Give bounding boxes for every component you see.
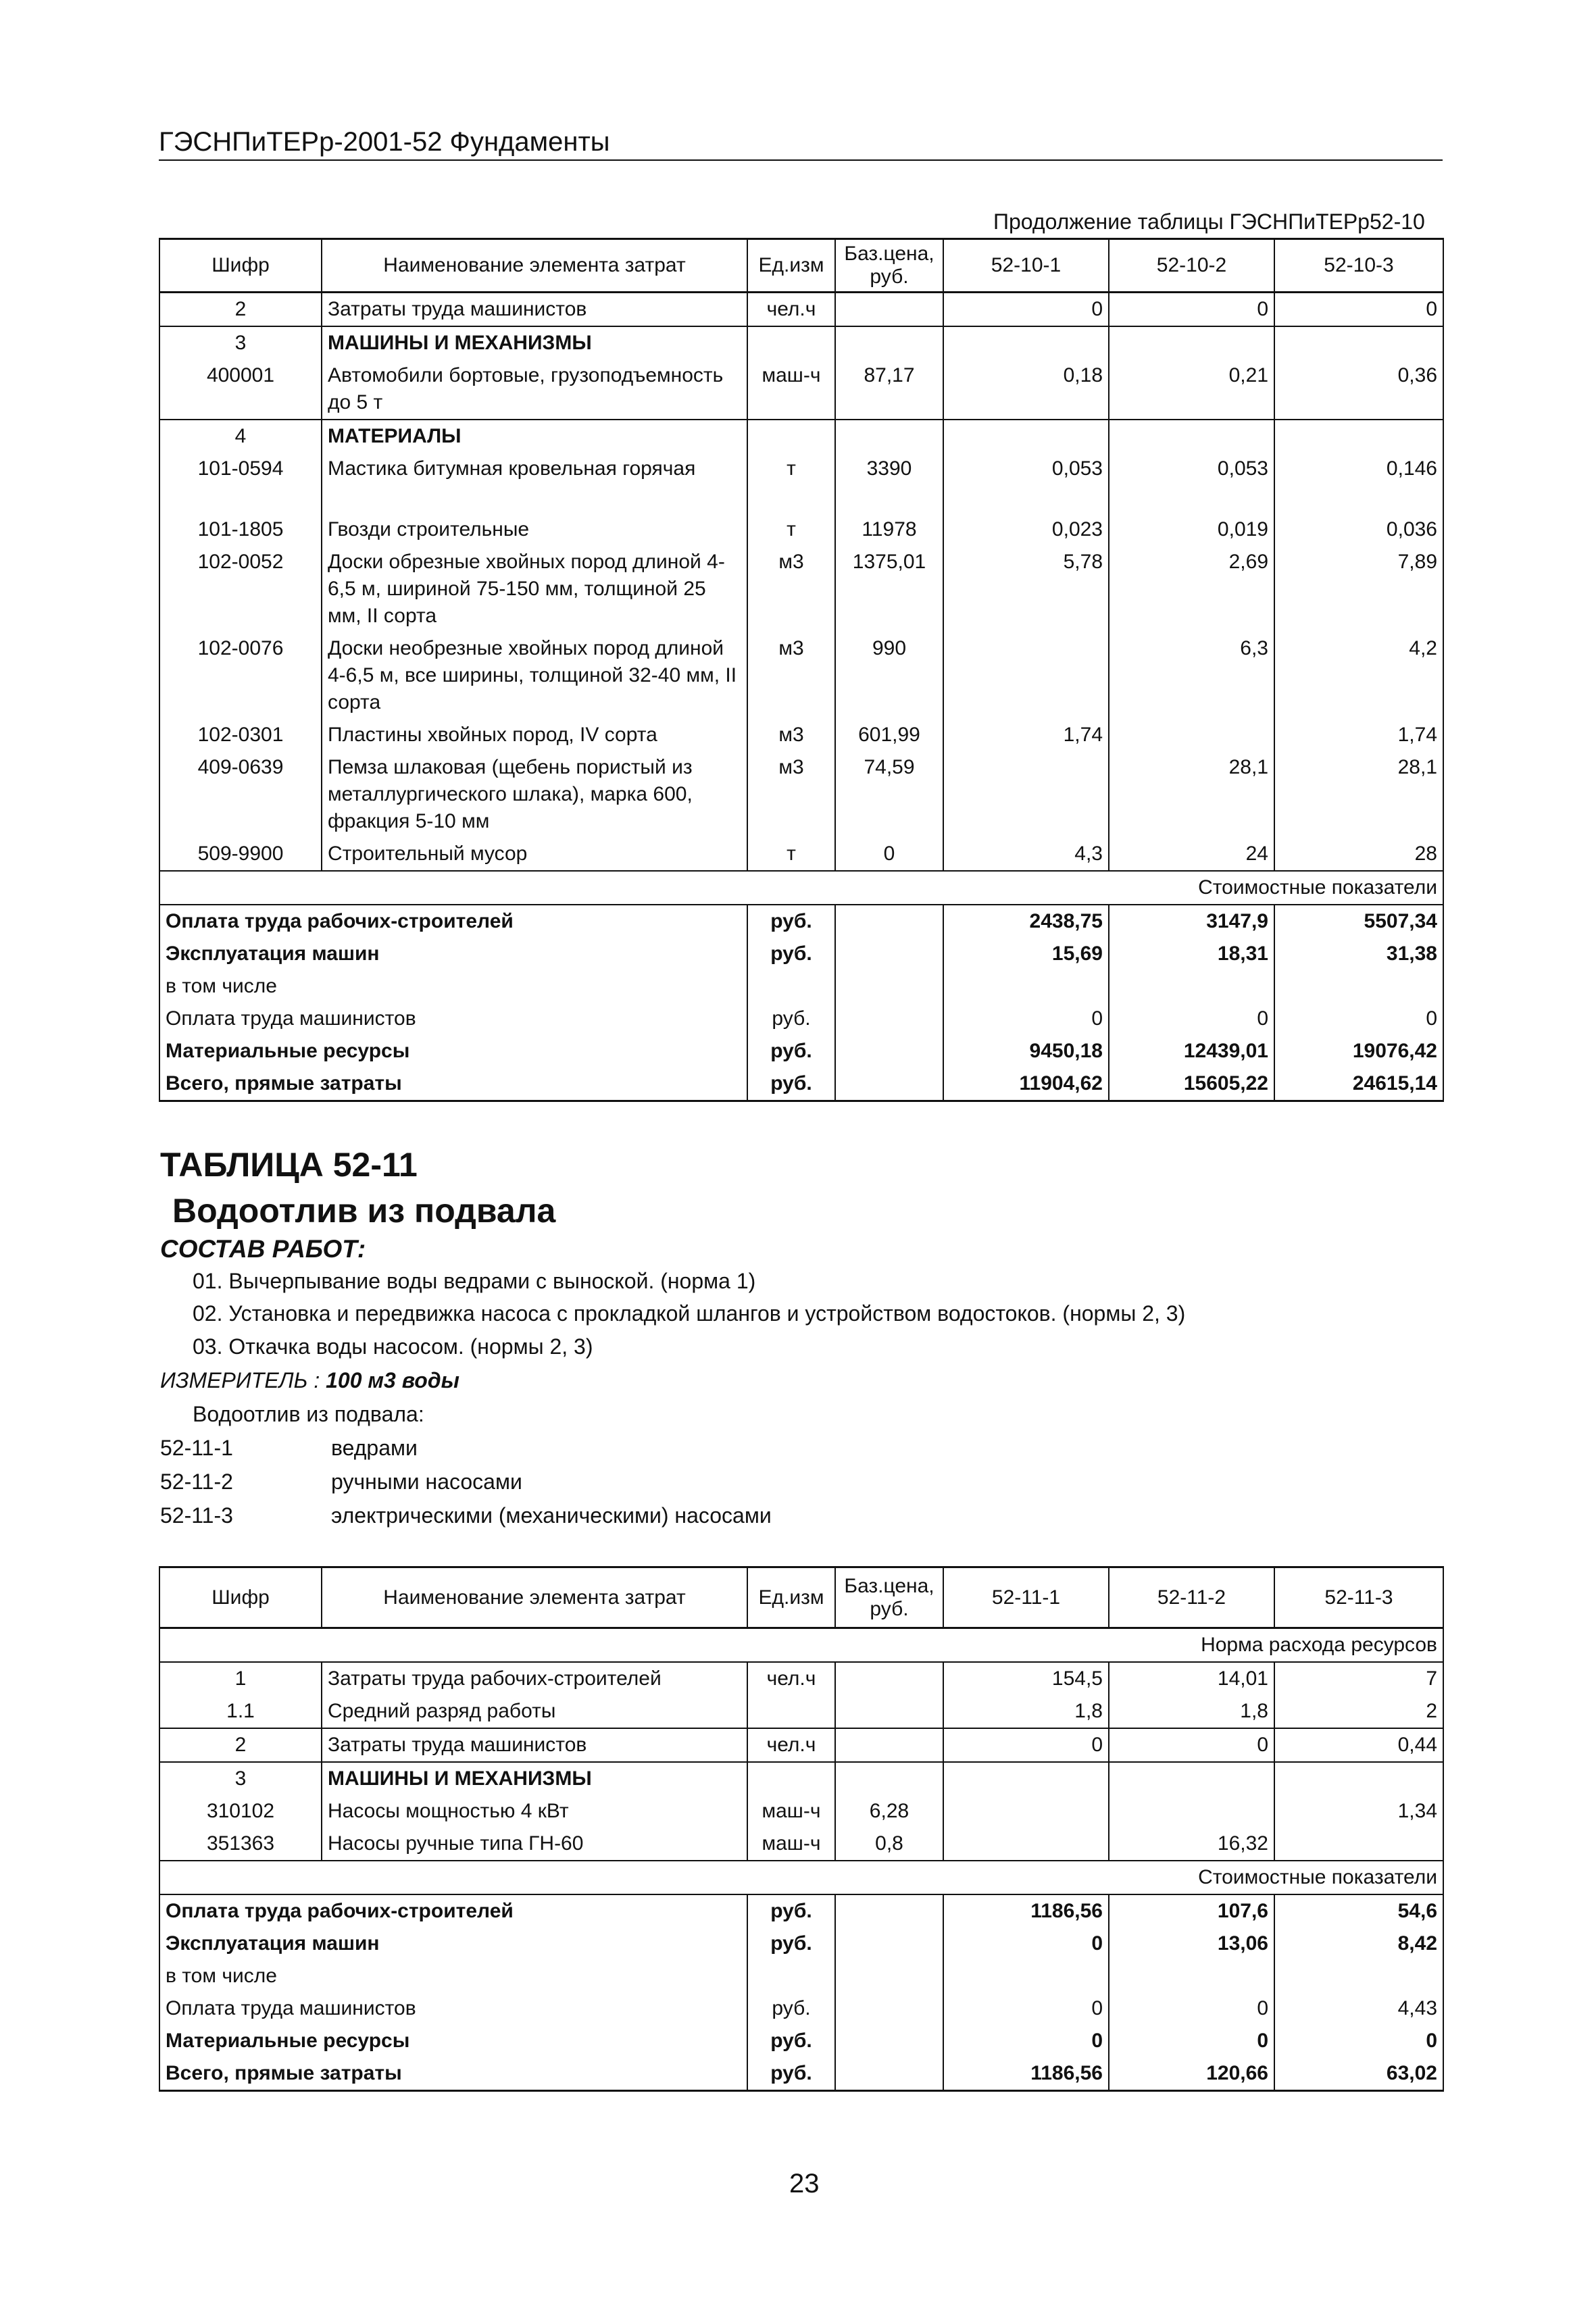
cell-name: Пластины хвойных пород, IV сорта bbox=[322, 719, 747, 751]
cell-name: Мастика битумная кровельная горячая bbox=[322, 453, 747, 513]
variant-name: электрическими (механическими) насосами bbox=[331, 1503, 772, 1528]
cell-value: 1,34 bbox=[1274, 1795, 1443, 1828]
cost-row bbox=[159, 2025, 1443, 2057]
cell-value: 28 bbox=[1274, 838, 1443, 871]
cell-code: 1 bbox=[159, 1662, 322, 1695]
cell-value: 4,3 bbox=[943, 838, 1109, 871]
cost-value: 0 bbox=[1274, 2025, 1443, 2057]
cost-value: 120,66 bbox=[1109, 2057, 1274, 2091]
cell-unit: м3 bbox=[747, 632, 835, 719]
cell-name: МАТЕРИАЛЫ bbox=[322, 420, 747, 453]
cost-price bbox=[835, 1894, 943, 1928]
cell-code: 351363 bbox=[159, 1828, 322, 1861]
cell-name: Строительный мусор bbox=[322, 838, 747, 871]
operation-item: 02. Установка и передвижка насоса с прокладкой шлангов и устройством водостоков. (нормы 2, 3) bbox=[193, 1301, 1186, 1326]
cost-name: Оплата труда рабочих-строителей bbox=[159, 1894, 747, 1928]
cost-name: Материальные ресурсы bbox=[159, 1035, 747, 1067]
cell-code: 102-0052 bbox=[159, 546, 322, 632]
cost-price bbox=[835, 970, 943, 1003]
cell-value: 0,36 bbox=[1274, 359, 1443, 420]
header-cell: 52-10-1 bbox=[943, 239, 1109, 293]
cost-value: 54,6 bbox=[1274, 1894, 1443, 1928]
header-rule bbox=[159, 159, 1443, 161]
cell-value: 7,89 bbox=[1274, 546, 1443, 632]
page-number: 23 bbox=[789, 2169, 820, 2198]
cost-name: Оплата труда машинистов bbox=[159, 1992, 747, 2025]
table-row bbox=[159, 1762, 1443, 1795]
cell-code: 310102 bbox=[159, 1795, 322, 1828]
variant-code: 52-11-3 bbox=[160, 1503, 233, 1528]
cost-value: 31,38 bbox=[1274, 938, 1443, 970]
cost-value: 18,31 bbox=[1109, 938, 1274, 970]
cell-unit bbox=[747, 1762, 835, 1795]
cell-code: 400001 bbox=[159, 359, 322, 420]
header-cell: Ед.изм bbox=[747, 239, 835, 293]
cell-code: 4 bbox=[159, 420, 322, 453]
cost-section-row bbox=[159, 1861, 1443, 1894]
cost-price bbox=[835, 1928, 943, 1960]
cell-name: Автомобили бортовые, грузоподъемность до 5 т bbox=[322, 359, 747, 420]
cost-value: 11904,62 bbox=[943, 1067, 1109, 1101]
cell-value: 1,8 bbox=[943, 1695, 1109, 1728]
cost-value: 9450,18 bbox=[943, 1035, 1109, 1067]
cell-value: 0,053 bbox=[1109, 453, 1274, 513]
table-row bbox=[159, 1828, 1443, 1861]
cost-unit bbox=[747, 970, 835, 1003]
cell-value bbox=[943, 1828, 1109, 1861]
composition-label: СОСТАВ РАБОТ: bbox=[160, 1235, 366, 1263]
cost-value: 19076,42 bbox=[1274, 1035, 1443, 1067]
table-header-row bbox=[159, 1567, 1443, 1628]
operation-item: 03. Откачка воды насосом. (нормы 2, 3) bbox=[193, 1334, 593, 1359]
cell-unit: чел.ч bbox=[747, 293, 835, 327]
cell-value: 0,18 bbox=[943, 359, 1109, 420]
cell-value bbox=[943, 632, 1109, 719]
table-52-11 bbox=[159, 1566, 1444, 2092]
cell-code: 3 bbox=[159, 326, 322, 359]
cell-value: 16,32 bbox=[1109, 1828, 1274, 1861]
cost-price bbox=[835, 2025, 943, 2057]
cell-value: 24 bbox=[1109, 838, 1274, 871]
cell-name: Насосы мощностью 4 кВт bbox=[322, 1795, 747, 1828]
cost-row bbox=[159, 905, 1443, 938]
variant-code: 52-11-1 bbox=[160, 1436, 233, 1460]
cost-value bbox=[1109, 970, 1274, 1003]
cell-code: 409-0639 bbox=[159, 751, 322, 838]
cell-code: 101-0594 bbox=[159, 453, 322, 513]
cost-value: 107,6 bbox=[1109, 1894, 1274, 1928]
cost-name: Всего, прямые затраты bbox=[159, 1067, 747, 1101]
continuation-note: Продолжение таблицы ГЭСНПиТЕРр52-10 bbox=[993, 209, 1425, 234]
cell-code: 101-1805 bbox=[159, 513, 322, 546]
cell-unit: т bbox=[747, 453, 835, 513]
variant-code: 52-11-2 bbox=[160, 1469, 233, 1494]
header-cell: 52-11-2 bbox=[1109, 1567, 1274, 1628]
cell-value: 0,21 bbox=[1109, 359, 1274, 420]
table-header-row bbox=[159, 239, 1443, 293]
cell-value: 0,053 bbox=[943, 453, 1109, 513]
cell-value bbox=[1109, 1762, 1274, 1795]
cell-value bbox=[1109, 326, 1274, 359]
table-row bbox=[159, 326, 1443, 359]
cell-price bbox=[835, 420, 943, 453]
header-cell: Наименование элемента затрат bbox=[322, 239, 747, 293]
cell-value bbox=[943, 1762, 1109, 1795]
cost-price bbox=[835, 1035, 943, 1067]
cost-unit: руб. bbox=[747, 2057, 835, 2091]
cost-name: Оплата труда рабочих-строителей bbox=[159, 905, 747, 938]
table-row bbox=[159, 1728, 1443, 1762]
cell-unit: м3 bbox=[747, 751, 835, 838]
cell-name: Затраты труда машинистов bbox=[322, 293, 747, 327]
table-row bbox=[159, 1695, 1443, 1728]
cost-unit: руб. bbox=[747, 1003, 835, 1035]
cost-row bbox=[159, 1894, 1443, 1928]
cell-name: Затраты труда машинистов bbox=[322, 1728, 747, 1762]
cell-value: 0 bbox=[943, 293, 1109, 327]
cost-row bbox=[159, 938, 1443, 970]
cost-unit: руб. bbox=[747, 938, 835, 970]
cost-value: 0 bbox=[1109, 1003, 1274, 1035]
cell-value: 0 bbox=[1109, 293, 1274, 327]
cell-value: 0 bbox=[1274, 293, 1443, 327]
cell-price: 0,8 bbox=[835, 1828, 943, 1861]
cost-value: 1186,56 bbox=[943, 1894, 1109, 1928]
cell-value bbox=[1274, 1762, 1443, 1795]
variant-name: ведрами bbox=[331, 1436, 418, 1460]
cost-price bbox=[835, 1960, 943, 1992]
cost-value: 63,02 bbox=[1274, 2057, 1443, 2091]
header-cell: Баз.цена, руб. bbox=[835, 239, 943, 293]
cost-value bbox=[943, 970, 1109, 1003]
cell-unit: маш-ч bbox=[747, 1828, 835, 1861]
cell-unit: чел.ч bbox=[747, 1728, 835, 1762]
cell-unit: маш-ч bbox=[747, 359, 835, 420]
cell-name: МАШИНЫ И МЕХАНИЗМЫ bbox=[322, 1762, 747, 1795]
measure-value: 100 м3 воды bbox=[326, 1368, 459, 1392]
cell-code: 509-9900 bbox=[159, 838, 322, 871]
table-subtitle: Водоотлив из подвала bbox=[172, 1192, 556, 1230]
cell-price bbox=[835, 293, 943, 327]
cost-row bbox=[159, 1003, 1443, 1035]
cell-unit: м3 bbox=[747, 546, 835, 632]
cost-row bbox=[159, 1035, 1443, 1067]
cell-name: Гвозди строительные bbox=[322, 513, 747, 546]
cost-value: 5507,34 bbox=[1274, 905, 1443, 938]
cost-value bbox=[1274, 1960, 1443, 1992]
cost-value: 0 bbox=[943, 1928, 1109, 1960]
cell-value bbox=[1274, 1828, 1443, 1861]
measure-label: ИЗМЕРИТЕЛЬ : bbox=[160, 1368, 320, 1392]
header-cell: Ед.изм bbox=[747, 1567, 835, 1628]
header-cell: 52-10-2 bbox=[1109, 239, 1274, 293]
cell-price bbox=[835, 1695, 943, 1728]
cost-row bbox=[159, 1960, 1443, 1992]
cost-name: Эксплуатация машин bbox=[159, 938, 747, 970]
cell-value bbox=[943, 420, 1109, 453]
cell-price bbox=[835, 1728, 943, 1762]
cell-price bbox=[835, 1762, 943, 1795]
cost-row bbox=[159, 970, 1443, 1003]
cost-value: 8,42 bbox=[1274, 1928, 1443, 1960]
cell-price: 601,99 bbox=[835, 719, 943, 751]
table-row bbox=[159, 513, 1443, 546]
cost-row bbox=[159, 2057, 1443, 2091]
cell-code: 102-0076 bbox=[159, 632, 322, 719]
table-row bbox=[159, 719, 1443, 751]
cost-section-label: Стоимостные показатели bbox=[159, 1861, 1443, 1894]
measure-line bbox=[160, 1368, 459, 1393]
cost-value: 0 bbox=[943, 1992, 1109, 2025]
cost-price bbox=[835, 1003, 943, 1035]
cell-price bbox=[835, 326, 943, 359]
cell-value bbox=[1109, 719, 1274, 751]
cell-price: 6,28 bbox=[835, 1795, 943, 1828]
norm-section-row bbox=[159, 1628, 1443, 1663]
cell-code: 3 bbox=[159, 1762, 322, 1795]
cost-price bbox=[835, 2057, 943, 2091]
table-row bbox=[159, 453, 1443, 513]
cost-value: 0 bbox=[943, 2025, 1109, 2057]
norm-section-label: Норма расхода ресурсов bbox=[159, 1628, 1443, 1663]
cost-section-label: Стоимостные показатели bbox=[159, 871, 1443, 905]
cell-value: 0,146 bbox=[1274, 453, 1443, 513]
cell-value: 0,023 bbox=[943, 513, 1109, 546]
variants-intro: Водоотлив из подвала: bbox=[193, 1402, 424, 1426]
header-cell: Шифр bbox=[159, 1567, 322, 1628]
cell-value: 5,78 bbox=[943, 546, 1109, 632]
cell-unit: чел.ч bbox=[747, 1662, 835, 1695]
cell-name: МАШИНЫ И МЕХАНИЗМЫ bbox=[322, 326, 747, 359]
cell-price: 3390 bbox=[835, 453, 943, 513]
cell-value: 0 bbox=[943, 1728, 1109, 1762]
cell-name: Средний разряд работы bbox=[322, 1695, 747, 1728]
cell-value: 1,74 bbox=[1274, 719, 1443, 751]
cost-row bbox=[159, 1992, 1443, 2025]
cost-name: Материальные ресурсы bbox=[159, 2025, 747, 2057]
table-row bbox=[159, 1795, 1443, 1828]
header-cell: Баз.цена, руб. bbox=[835, 1567, 943, 1628]
cell-code: 1.1 bbox=[159, 1695, 322, 1728]
cost-row bbox=[159, 1928, 1443, 1960]
cost-value: 4,43 bbox=[1274, 1992, 1443, 2025]
cell-value: 2,69 bbox=[1109, 546, 1274, 632]
cost-value: 2438,75 bbox=[943, 905, 1109, 938]
cost-value: 12439,01 bbox=[1109, 1035, 1274, 1067]
cell-value: 0 bbox=[1109, 1728, 1274, 1762]
cell-value: 4,2 bbox=[1274, 632, 1443, 719]
cell-unit: маш-ч bbox=[747, 1795, 835, 1828]
header-cell: Наименование элемента затрат bbox=[322, 1567, 747, 1628]
cost-name: Эксплуатация машин bbox=[159, 1928, 747, 1960]
cell-value bbox=[1274, 326, 1443, 359]
cost-value: 13,06 bbox=[1109, 1928, 1274, 1960]
cell-value: 1,8 bbox=[1109, 1695, 1274, 1728]
cost-price bbox=[835, 1992, 943, 2025]
table-row bbox=[159, 751, 1443, 838]
cost-value: 0 bbox=[1109, 2025, 1274, 2057]
cost-value: 15605,22 bbox=[1109, 1067, 1274, 1101]
cell-value bbox=[943, 326, 1109, 359]
cell-code: 102-0301 bbox=[159, 719, 322, 751]
cost-value: 24615,14 bbox=[1274, 1067, 1443, 1101]
header-cell: 52-11-1 bbox=[943, 1567, 1109, 1628]
cost-name: Всего, прямые затраты bbox=[159, 2057, 747, 2091]
cell-value: 154,5 bbox=[943, 1662, 1109, 1695]
cell-unit: м3 bbox=[747, 719, 835, 751]
cost-price bbox=[835, 1067, 943, 1101]
cell-value: 0,036 bbox=[1274, 513, 1443, 546]
table-row bbox=[159, 1662, 1443, 1695]
cell-code: 2 bbox=[159, 293, 322, 327]
cost-value bbox=[1109, 1960, 1274, 1992]
cell-price: 11978 bbox=[835, 513, 943, 546]
cell-code: 2 bbox=[159, 1728, 322, 1762]
cost-value: 15,69 bbox=[943, 938, 1109, 970]
cell-name: Пемза шлаковая (щебень пористый из металлургического шлака), марка 600, фракция 5-10 мм bbox=[322, 751, 747, 838]
cell-price bbox=[835, 1662, 943, 1695]
cell-value: 0,019 bbox=[1109, 513, 1274, 546]
operation-item: 01. Вычерпывание воды ведрами с выноской. (норма 1) bbox=[193, 1269, 756, 1293]
cell-unit bbox=[747, 326, 835, 359]
cost-unit: руб. bbox=[747, 1992, 835, 2025]
cost-value: 0 bbox=[943, 1003, 1109, 1035]
table-title: ТАБЛИЦА 52-11 bbox=[160, 1146, 418, 1184]
cell-value bbox=[1274, 420, 1443, 453]
cell-value bbox=[1109, 420, 1274, 453]
cell-unit: т bbox=[747, 513, 835, 546]
table-row bbox=[159, 420, 1443, 453]
cell-name: Насосы ручные типа ГН-60 bbox=[322, 1828, 747, 1861]
cell-value: 7 bbox=[1274, 1662, 1443, 1695]
cell-unit bbox=[747, 420, 835, 453]
cost-unit: руб. bbox=[747, 2025, 835, 2057]
cost-price bbox=[835, 905, 943, 938]
cost-unit: руб. bbox=[747, 1928, 835, 1960]
cost-name: в том числе bbox=[159, 1960, 747, 1992]
cell-value: 0,44 bbox=[1274, 1728, 1443, 1762]
cost-value: 3147,9 bbox=[1109, 905, 1274, 938]
cost-value: 1186,56 bbox=[943, 2057, 1109, 2091]
cost-value bbox=[943, 1960, 1109, 1992]
table-row bbox=[159, 632, 1443, 719]
cost-name: Оплата труда машинистов bbox=[159, 1003, 747, 1035]
header-cell: 52-10-3 bbox=[1274, 239, 1443, 293]
cost-price bbox=[835, 938, 943, 970]
table-row bbox=[159, 546, 1443, 632]
table-row bbox=[159, 359, 1443, 420]
cell-price: 1375,01 bbox=[835, 546, 943, 632]
header-cell: 52-11-3 bbox=[1274, 1567, 1443, 1628]
cost-unit: руб. bbox=[747, 1035, 835, 1067]
cell-name: Затраты труда рабочих-строителей bbox=[322, 1662, 747, 1695]
running-head: ГЭСНПиТЕРр-2001-52 Фундаменты bbox=[159, 127, 610, 157]
table-52-10 bbox=[159, 238, 1444, 1102]
cell-price: 0 bbox=[835, 838, 943, 871]
cell-price: 74,59 bbox=[835, 751, 943, 838]
cell-price: 87,17 bbox=[835, 359, 943, 420]
cell-name: Доски необрезные хвойных пород длиной 4-6,5 м, все ширины, толщиной 32-40 мм, II сорта bbox=[322, 632, 747, 719]
cell-value: 28,1 bbox=[1109, 751, 1274, 838]
variant-name: ручными насосами bbox=[331, 1469, 522, 1494]
table-row bbox=[159, 293, 1443, 327]
cost-unit: руб. bbox=[747, 1894, 835, 1928]
cell-price: 990 bbox=[835, 632, 943, 719]
cell-value: 28,1 bbox=[1274, 751, 1443, 838]
cell-value: 2 bbox=[1274, 1695, 1443, 1728]
header-cell: Шифр bbox=[159, 239, 322, 293]
cell-value: 6,3 bbox=[1109, 632, 1274, 719]
cost-unit bbox=[747, 1960, 835, 1992]
cost-unit: руб. bbox=[747, 1067, 835, 1101]
cell-unit: т bbox=[747, 838, 835, 871]
cell-unit bbox=[747, 1695, 835, 1728]
cost-unit: руб. bbox=[747, 905, 835, 938]
cost-value: 0 bbox=[1109, 1992, 1274, 2025]
table-row bbox=[159, 838, 1443, 871]
cost-name: в том числе bbox=[159, 970, 747, 1003]
cell-value bbox=[1109, 1795, 1274, 1828]
cell-value: 14,01 bbox=[1109, 1662, 1274, 1695]
cost-value: 0 bbox=[1274, 1003, 1443, 1035]
cell-value bbox=[943, 751, 1109, 838]
cost-value bbox=[1274, 970, 1443, 1003]
cell-value bbox=[943, 1795, 1109, 1828]
cell-name: Доски обрезные хвойных пород длиной 4-6,5 м, шириной 75-150 мм, толщиной 25 мм, II сорта bbox=[322, 546, 747, 632]
cell-value: 1,74 bbox=[943, 719, 1109, 751]
cost-section-row bbox=[159, 871, 1443, 905]
cost-row bbox=[159, 1067, 1443, 1101]
